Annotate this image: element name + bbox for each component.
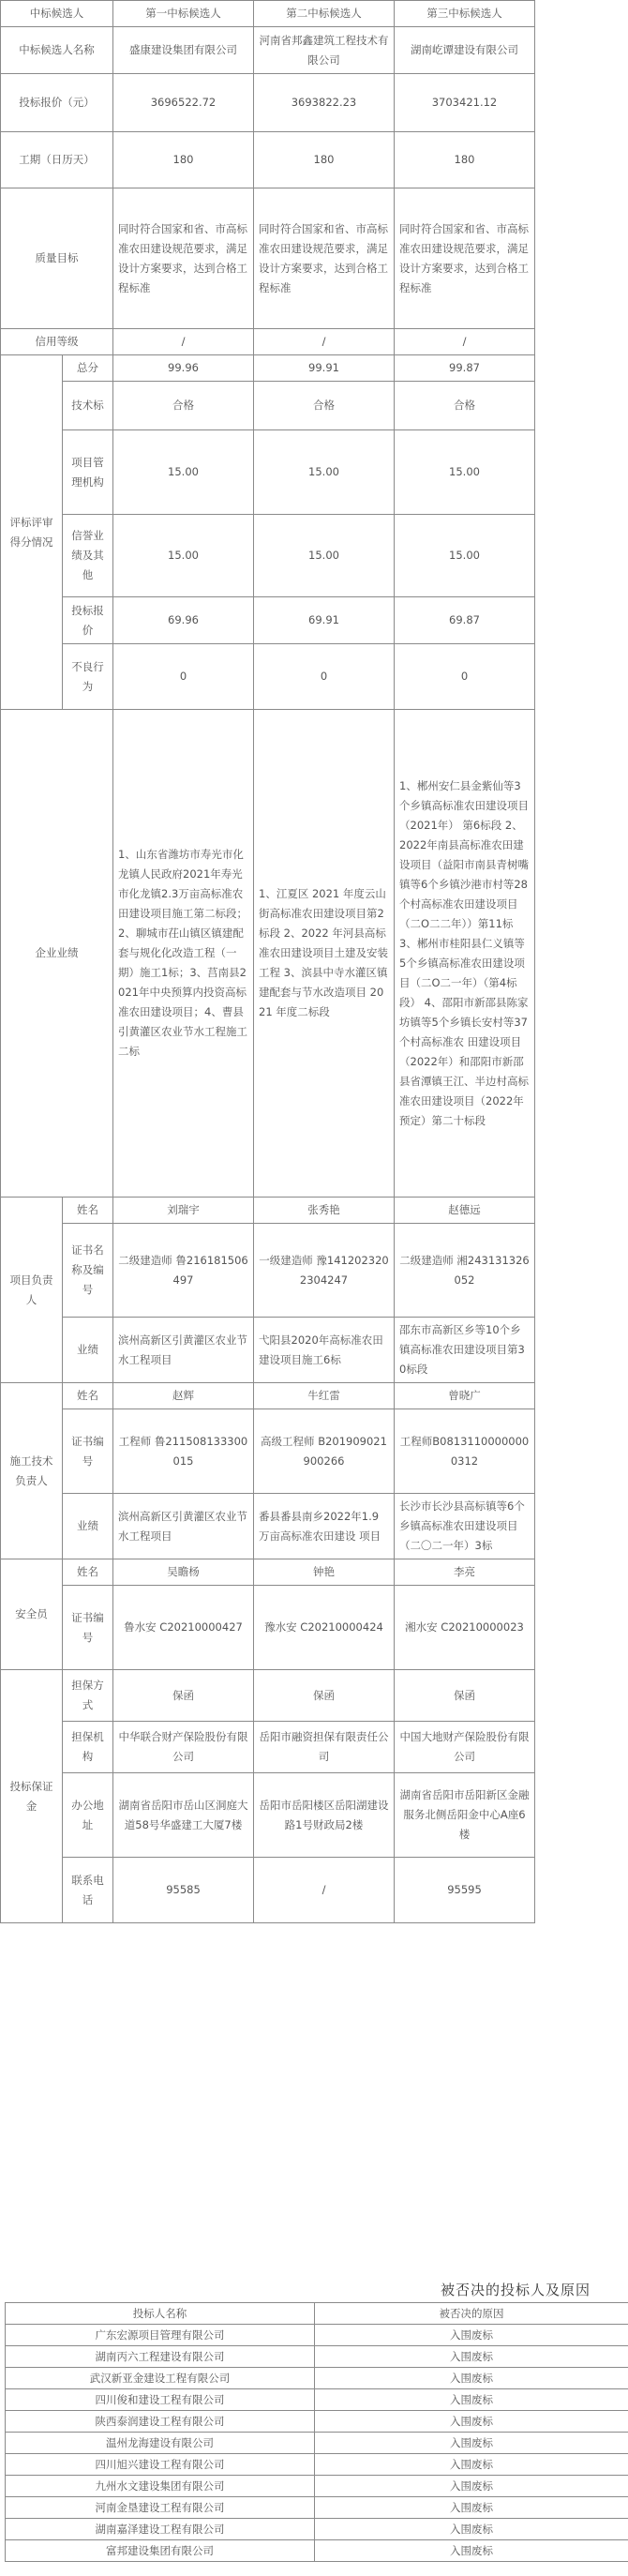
- rejected-name: 四川旭兴建设工程有限公司: [6, 2454, 315, 2476]
- rejected-row: [6, 2346, 628, 2368]
- rejected-reason: 入围废标: [315, 2411, 628, 2433]
- guarantee-value: 保函: [113, 1670, 254, 1722]
- bidder-name: 河南省邦鑫建筑工程技术有限公司: [254, 27, 395, 74]
- rejected-name: 湖南丙六工程建设有限公司: [6, 2346, 315, 2368]
- rejected-row: [6, 2497, 628, 2519]
- pm-value: 刘瑞宇: [113, 1198, 254, 1224]
- sub-label: 担保机构: [63, 1722, 113, 1773]
- eval-value: 15.00: [254, 515, 395, 597]
- duration: 180: [113, 132, 254, 188]
- sub-label: 联系电话: [63, 1858, 113, 1923]
- header-candidate-2: 第二中标候选人: [254, 1, 395, 27]
- rejected-reason: 入围废标: [315, 2433, 628, 2454]
- row-label: 企业业绩: [1, 710, 113, 1198]
- rejected-reason: 入围废标: [315, 2389, 628, 2411]
- duration-row: [1, 132, 628, 188]
- safety-value: 吴瞻杨: [113, 1559, 254, 1586]
- group-label: 项目负责人: [1, 1198, 63, 1383]
- guarantee-value: 湖南省岳阳市岳阳新区金融服务北侧岳阳金中心A座6楼: [395, 1773, 535, 1858]
- pm-value: 滨州高新区引黄灌区农业节水工程项目: [113, 1318, 254, 1383]
- guarantee-value: 岳阳市岳阳楼区岳阳湖建设路1号财政局2楼: [254, 1773, 395, 1858]
- eval-value: 0: [254, 644, 395, 710]
- rejected-name: 陕西泰润建设工程有限公司: [6, 2411, 315, 2433]
- header-candidate-3: 第三中标候选人: [395, 1, 535, 27]
- safety-row: [1, 1559, 628, 1586]
- sub-label: 项目管理机构: [63, 430, 113, 515]
- eval-value: 99.87: [395, 355, 535, 382]
- duration: 180: [254, 132, 395, 188]
- credit-level: /: [395, 329, 535, 355]
- tech-value: 长沙市长沙县高标镇等6个乡镇高标准农田建设项目（二〇二一年）3标: [395, 1494, 535, 1559]
- sub-label: 姓名: [63, 1383, 113, 1409]
- sub-label: 姓名: [63, 1198, 113, 1224]
- rejected-header: [6, 2303, 628, 2325]
- guarantee-value: 95595: [395, 1858, 535, 1923]
- eval-value: 69.87: [395, 597, 535, 644]
- safety-value: 湘水安 C20210000023: [395, 1586, 535, 1670]
- row-label: 中标候选人名称: [1, 27, 113, 74]
- company-performance: 1、山东省潍坊市寿光市化龙镇人民政府2021年寿光市化龙镇2.3万亩高标准农田建设项目施工第二标段；2、聊城市茌山镇区镇建配套与规化化改造工程（一期）施工1标；3、莒南县2021年中央预算内投资高标准农田建设项目；4、曹县引黄灌区农业节水工程施工二标: [113, 710, 254, 1198]
- sub-label: 不良行为: [63, 644, 113, 710]
- guarantee-value: 保函: [254, 1670, 395, 1722]
- bid-price: 3693822.23: [254, 74, 395, 132]
- eval-value: 69.96: [113, 597, 254, 644]
- bidder-name: 盛康建设集团有限公司: [113, 27, 254, 74]
- credit-row: [1, 329, 628, 355]
- guarantee-value: 中国大地财产保险股份有限公司: [395, 1722, 535, 1773]
- eval-value: 69.91: [254, 597, 395, 644]
- company-performance: 1、郴州安仁县金紫仙等3个乡镇高标准农田建设项目（2021年） 第6标段 2、2022年南县高标准农田建设项目（益阳市南县青树嘴镇等6个乡镇沙港市村等28个村高标准农田建设项目（二O二二年））第11标 3、郴州市桂阳县仁义镇等5个乡镇高标准农田建设项目（二O二一年）（第4标段） 4、邵阳市新邵县陈家坊镇等5个乡镇长安村等37个村高标准农 田建设项目（2022年）和邵阳市新邵县省潭镇王江、半边村高标准农田建设项目（2022年预定）第二十标段: [395, 710, 535, 1198]
- rejected-row: [6, 2476, 628, 2497]
- rejected-name: 武汉新亚金建设工程有限公司: [6, 2368, 315, 2389]
- sub-label: 姓名: [63, 1559, 113, 1586]
- header-label: 中标候选人: [1, 1, 113, 27]
- rejected-reason: 入围废标: [315, 2476, 628, 2497]
- guarantee-row: [1, 1670, 628, 1722]
- right-margin: [535, 1, 628, 1923]
- eval-value: 15.00: [113, 515, 254, 597]
- tech-row: [1, 1494, 628, 1559]
- row-label: 质量目标: [1, 188, 113, 329]
- rejected-name: 富邦建设集团有限公司: [6, 2540, 315, 2562]
- rejected-name: 温州龙海建设有限公司: [6, 2433, 315, 2454]
- group-label: 投标保证金: [1, 1670, 63, 1923]
- sub-label: 信誉业绩及其他: [63, 515, 113, 597]
- sub-label: 证书编号: [63, 1409, 113, 1494]
- tech-row: [1, 1409, 628, 1494]
- tech-value: 工程师B08131100000000312: [395, 1409, 535, 1494]
- eval-value: 99.96: [113, 355, 254, 382]
- sub-label: 业绩: [63, 1494, 113, 1559]
- tech-value: 牛红雷: [254, 1383, 395, 1409]
- pm-value: 二级建造师 鲁216181506497: [113, 1224, 254, 1318]
- rejected-name: 湖南嘉泽建设工程有限公司: [6, 2519, 315, 2540]
- guarantee-row: [1, 1858, 628, 1923]
- rejected-reason: 入围废标: [315, 2368, 628, 2389]
- guarantee-value: 岳阳市融资担保有限责任公司: [254, 1722, 395, 1773]
- pm-value: 弋阳县2020年高标准农田建设项目施工6标: [254, 1318, 395, 1383]
- sub-label: 技术标: [63, 382, 113, 430]
- pm-row: [1, 1198, 628, 1224]
- rejected-reason: 入围废标: [315, 2540, 628, 2562]
- rejected-row: [6, 2325, 628, 2346]
- rejected-name: 广东宏源项目管理有限公司: [6, 2325, 315, 2346]
- sub-label: 担保方式: [63, 1670, 113, 1722]
- sub-label: 证书编号: [63, 1586, 113, 1670]
- tech-value: 工程师 鲁211508133300015: [113, 1409, 254, 1494]
- eval-value: 99.91: [254, 355, 395, 382]
- sub-label: 业绩: [63, 1318, 113, 1383]
- rejected-reason: 入围废标: [315, 2519, 628, 2540]
- rejected-header-reason: 被否决的原因: [315, 2303, 628, 2325]
- rejected-reason: 入围废标: [315, 2346, 628, 2368]
- eval-value: 15.00: [113, 430, 254, 515]
- rejected-row: [6, 2454, 628, 2476]
- rejected-row: [6, 2411, 628, 2433]
- guarantee-row: [1, 1722, 628, 1773]
- credit-level: /: [254, 329, 395, 355]
- rejected-row: [6, 2389, 628, 2411]
- rejected-row: [6, 2540, 628, 2562]
- eval-value: 合格: [254, 382, 395, 430]
- bid-price: 3696522.72: [113, 74, 254, 132]
- pm-value: 张秀艳: [254, 1198, 395, 1224]
- rejected-row: [6, 2519, 628, 2540]
- bid-price: 3703421.12: [395, 74, 535, 132]
- rejected-row: [6, 2433, 628, 2454]
- group-label: 安全员: [1, 1559, 63, 1670]
- credit-level: /: [113, 329, 254, 355]
- rejected-title: 被否决的投标人及原因: [441, 2282, 591, 2298]
- eval-value: 合格: [113, 382, 254, 430]
- tech-value: 番县番县南乡2022年1.9万亩高标准农田建设 项目: [254, 1494, 395, 1559]
- eval-value: 合格: [395, 382, 535, 430]
- rejected-name: 河南金垦建设工程有限公司: [6, 2497, 315, 2519]
- quality-target: 同时符合国家和省、市高标准农田建设规范要求，满足设计方案要求，达到合格工程标准: [113, 188, 254, 329]
- pm-value: 赵德远: [395, 1198, 535, 1224]
- sub-label: 投标报价: [63, 597, 113, 644]
- eval-row: [1, 644, 628, 710]
- pm-row: [1, 1318, 628, 1383]
- safety-value: 豫水安 C20210000424: [254, 1586, 395, 1670]
- company-performance: 1、江夏区 2021 年度云山街高标准农田建设项目第2标段 2、2022 年河县高标准农田建设项目土建及安装工程 3、滨县中寺水灌区镇建配套与节水改造项目 2021 年度二标段: [254, 710, 395, 1198]
- guarantee-value: 中华联合财产保险股份有限公司: [113, 1722, 254, 1773]
- sub-label: 总分: [63, 355, 113, 382]
- tech-value: 赵辉: [113, 1383, 254, 1409]
- eval-row: [1, 515, 628, 597]
- sub-label: 证书名称及编号: [63, 1224, 113, 1318]
- eval-value: 0: [395, 644, 535, 710]
- rejected-name: 四川俊和建设工程有限公司: [6, 2389, 315, 2411]
- rejected-name: 九州水文建设集团有限公司: [6, 2476, 315, 2497]
- bid-price-row: [1, 74, 628, 132]
- sub-label: 办公地址: [63, 1773, 113, 1858]
- pm-value: 一级建造师 豫1412023202304247: [254, 1224, 395, 1318]
- row-label: 工期（日历天）: [1, 132, 113, 188]
- header-candidate-1: 第一中标候选人: [113, 1, 254, 27]
- safety-value: 李亮: [395, 1559, 535, 1586]
- eval-value: 15.00: [254, 430, 395, 515]
- guarantee-value: 湖南省岳阳市岳山区洞庭大道58号华盛建工大厦7楼: [113, 1773, 254, 1858]
- duration: 180: [395, 132, 535, 188]
- guarantee-value: 保函: [395, 1670, 535, 1722]
- header-row: [1, 1, 628, 27]
- eval-row: [1, 597, 628, 644]
- eval-value: 15.00: [395, 515, 535, 597]
- tech-value: 滨州高新区引黄灌区农业节水工程项目: [113, 1494, 254, 1559]
- pm-value: 二级建造师 湘243131326052: [395, 1224, 535, 1318]
- tech-row: [1, 1383, 628, 1409]
- bidder-name-row: [1, 27, 628, 74]
- eval-row: [1, 355, 628, 382]
- bidder-name: 湖南屹谭建设有限公司: [395, 27, 535, 74]
- rejected-header-name: 投标人名称: [6, 2303, 315, 2325]
- rejected-reason: 入围废标: [315, 2325, 628, 2346]
- performance-row: [1, 710, 628, 1198]
- group-label: 评标评审得分情况: [1, 355, 63, 710]
- pm-value: 邵东市高新区乡等10个乡镇高标准农田建设项目第30标段: [395, 1318, 535, 1383]
- quality-target: 同时符合国家和省、市高标准农田建设规范要求，满足设计方案要求，达到合格工程标准: [395, 188, 535, 329]
- eval-value: 15.00: [395, 430, 535, 515]
- tech-value: 曾晓广: [395, 1383, 535, 1409]
- rejected-row: [6, 2368, 628, 2389]
- rejected-reason: 入围废标: [315, 2497, 628, 2519]
- quality-target: 同时符合国家和省、市高标准农田建设规范要求，满足设计方案要求，达到合格工程标准: [254, 188, 395, 329]
- group-label: 施工技术负责人: [1, 1383, 63, 1559]
- safety-row: [1, 1586, 628, 1670]
- row-label: 信用等级: [1, 329, 113, 355]
- guarantee-row: [1, 1773, 628, 1858]
- quality-row: [1, 188, 628, 329]
- tech-value: 高级工程师 B201909021900266: [254, 1409, 395, 1494]
- row-label: 投标报价（元）: [1, 74, 113, 132]
- eval-value: 0: [113, 644, 254, 710]
- guarantee-value: 95585: [113, 1858, 254, 1923]
- rejected-table: [5, 2302, 628, 2562]
- eval-row: [1, 382, 628, 430]
- guarantee-value: /: [254, 1858, 395, 1923]
- safety-value: 钟艳: [254, 1559, 395, 1586]
- eval-row: [1, 430, 628, 515]
- safety-value: 鲁水安 C20210000427: [113, 1586, 254, 1670]
- rejected-reason: 入围废标: [315, 2454, 628, 2476]
- pm-row: [1, 1224, 628, 1318]
